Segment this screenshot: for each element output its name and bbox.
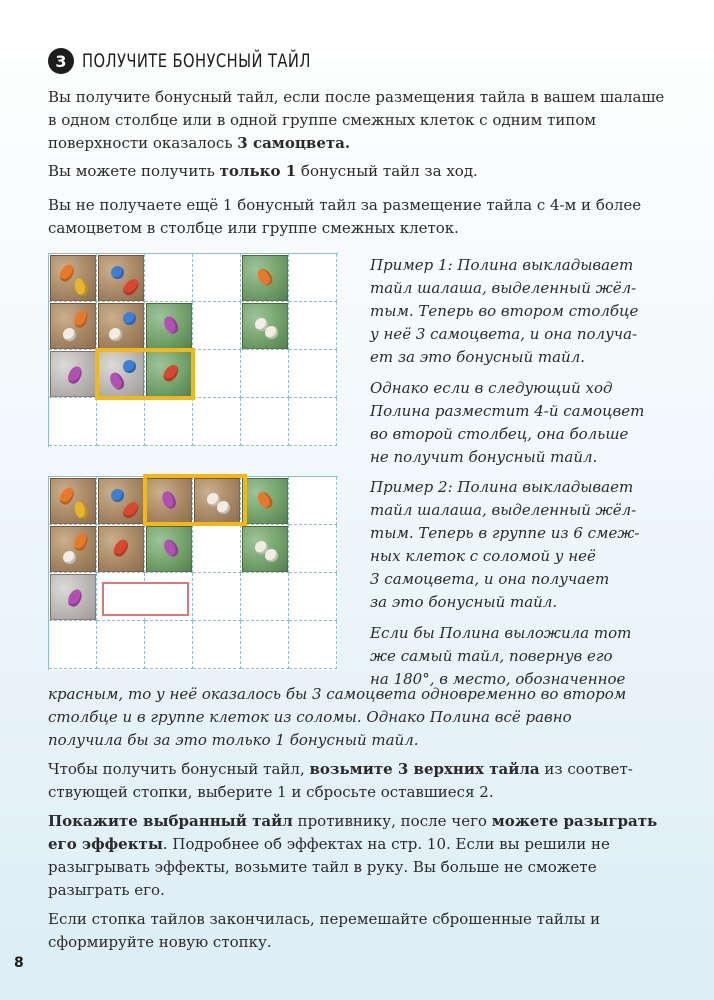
rules-paragraph-3: Если стопка тайлов закончилась, перемешайте сброшенные тайлы и сформируйте новую стопку.: [48, 910, 601, 951]
placed-tile-highlight: [143, 474, 247, 526]
grass-tile: [242, 526, 288, 572]
intro-paragraph-2: Вы можете получить только 1 бонусный тайл за ход.: [48, 162, 478, 180]
placed-tile-highlight: [95, 348, 195, 400]
section-heading: [48, 46, 348, 76]
straw-tile: [98, 526, 144, 572]
straw-tile: [50, 255, 96, 301]
straw-tile: [98, 255, 144, 301]
straw-tile: [50, 303, 96, 349]
straw-tile: [50, 526, 96, 572]
section-number-badge: 3: [48, 48, 74, 74]
grass-tile: [146, 303, 192, 349]
intro-paragraph-3: Вы не получаете ещё 1 бонусный тайл за размещение тайла с 4-м и более самоцветом в столбце или группе смежных клеток.: [48, 196, 642, 237]
rules-paragraph-1: Чтобы получить бонусный тайл, возьмите 3 верхних тайла из соответ-ствующей стопки, выберите 1 и сбросьте оставшиеся 2.: [48, 760, 633, 801]
intro-paragraph-1: Вы получите бонусный тайл, если после размещения тайла в вашем шалаше в одном столбце или в одной группе смежных клеток с одним типом поверхности оказалось 3 самоцвета.: [48, 88, 665, 152]
page-number: 8: [14, 955, 24, 971]
example-1-grid: [48, 253, 338, 447]
example-2-grid: [48, 476, 338, 670]
example-1-text: Пример 1: Полина выкладывает тайл шалаша, выделенный жёл- тым. Теперь во втором столбце у неё 3 самоцвета, и она получа- ет за это бонусный тайл. Однако если в следующий ход Полина разместит 4-й самоцвет во второй столбец, она больше не получит бонусный тайл.: [370, 256, 645, 466]
straw-tile: [50, 478, 96, 524]
grass-tile: [242, 255, 288, 301]
section-title: ПОЛУЧИТЕ БОНУСНЫЙ ТАЙЛ: [82, 50, 311, 72]
grass-tile: [146, 526, 192, 572]
grass-tile: [242, 303, 288, 349]
example-2-text-full: красным, то у неё оказалось бы 3 самоцвета одновременно во втором столбце и в группе клеток из соломы. Однако Полина всё равно получила бы за это только 1 бонусный тайл.: [48, 685, 627, 749]
grass-tile: [242, 478, 288, 524]
stone-tile: [50, 351, 96, 397]
straw-tile: [98, 478, 144, 524]
straw-tile: [98, 303, 144, 349]
alternative-placement-outline: [102, 582, 189, 616]
stone-tile: [50, 574, 96, 620]
example-2-text-side: Пример 2: Полина выкладывает тайл шалаша, выделенный жёл- тым. Теперь в группе из 6 смеж- ных клеток с соломой у неё 3 самоцвета, и она получает за это бонусный тайл. Если бы Полина выложила тот же самый тайл, повернув его на 180°, в место, обозначенное: [370, 478, 640, 688]
rules-paragraph-2: Покажите выбранный тайл противнику, после чего можете разыграть его эффекты. Подробнее об эффектах на стр. 10. Если вы решили не разыгрывать эффекты, возьмите тайл в руку. Вы больше не сможете разыграть его.: [48, 812, 658, 899]
